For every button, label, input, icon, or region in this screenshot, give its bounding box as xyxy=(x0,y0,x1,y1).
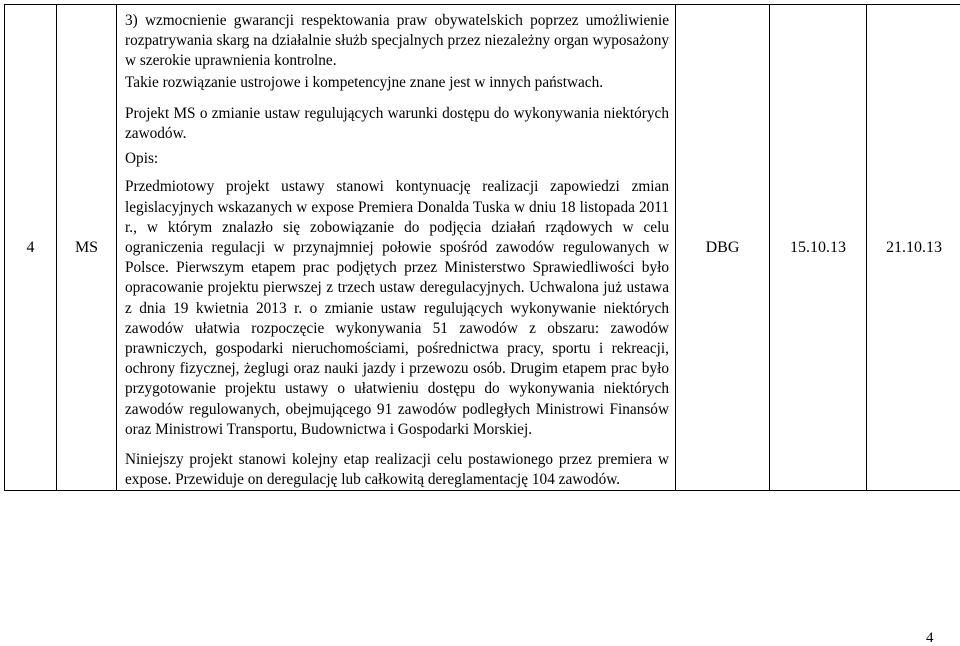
date-2-cell xyxy=(867,5,960,491)
project-title: Projekt MS o zmianie ustaw regulujących warunki dostępu do wykonywania niektórych zawodów. xyxy=(125,104,669,144)
regulation-table xyxy=(4,4,960,491)
institution-cell xyxy=(57,5,117,491)
opis-heading xyxy=(125,149,669,169)
final-paragraph: Niniejszy projekt stanowi kolejny etap realizacji celu postawionego przez premiera w expose. Przewiduje on deregulację lub całkowitą dereglamentację 104 zawodów. xyxy=(125,450,669,490)
intro-paragraph: 3) wzmocnienie gwarancji respektowania praw obywatelskich poprzez umożliwienie rozpatrywania skarg na działalnie służb specjalnych przez niezależny organ wyposażony w szerokie uprawnienia kontrolne. xyxy=(125,11,669,72)
table-row xyxy=(5,5,960,491)
date-1: 15.10.13 xyxy=(790,239,846,256)
body-paragraph: Przedmiotowy projekt ustawy stanowi kontynuację realizacji zapowiedzi zmian legislacyjnych wskazanych w expose Premiera Donalda Tuska w dniu 18 listopada 2011 r., w którym znalazło się zobowiązanie do podjęcia działań rządowych w celu ograniczenia regulacji w przynajmniej połowie spośród zawodów regulowanych w Polsce. Pierwszym etapem prac podjętych przez Ministerstwo Sprawiedliwości było opracowanie projektu pierwszej z trzech ustaw deregulacyjnych. Uchwalona już ustawa z dnia 19 kwietnia 2013 r. o zmianie ustaw regulujących wykonywanie niektórych zawodów ułatwia rozpoczęcie wykonywania 51 zawodów z obszaru: zawodów prawniczych, gospodarki nieruchomościami, pośrednictwa pracy, sportu i rekreacji, ochrony fizycznej, żeglugi oraz nauki jazdy i przewozu osób. Drugim etapem prac było przygotowanie projektu ustawy o ułatwieniu dostępu do wykonywania niektórych zawodów regulowanych, obejmującego 91 zawodów podległych Ministrowi Finansów oraz Ministrowi Transportu, Budownictwa i Gospodarki Morskiej. xyxy=(125,177,669,440)
opis-label: Opis: xyxy=(125,150,158,167)
institution: MS xyxy=(75,239,98,256)
description-cell xyxy=(117,5,676,491)
description-content xyxy=(117,5,675,490)
date-1-cell xyxy=(770,5,867,491)
department: DBG xyxy=(706,239,740,256)
row-number: 4 xyxy=(27,239,35,256)
takie-paragraph: Takie rozwiązanie ustrojowe i kompetencyjne znane jest w innych państwach. xyxy=(125,73,669,93)
date-2: 21.10.13 xyxy=(886,239,942,256)
row-number-cell xyxy=(5,5,57,491)
department-cell xyxy=(676,5,770,491)
page-number: 4 xyxy=(926,630,934,646)
